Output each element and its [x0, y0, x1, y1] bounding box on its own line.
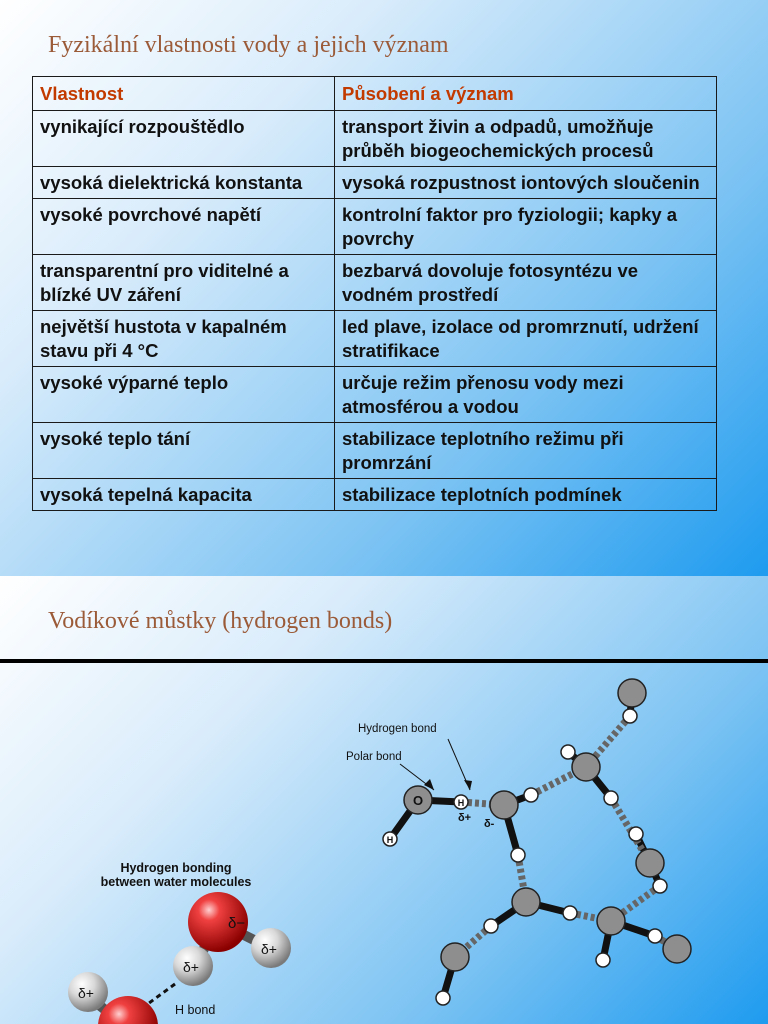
- property-cell: největší hustota v kapalném stavu při 4 °C: [33, 311, 335, 367]
- property-cell: vysoké výparné teplo: [33, 367, 335, 423]
- property-cell: vynikající rozpouštědlo: [33, 111, 335, 167]
- oxygen-atom: [663, 935, 691, 963]
- table-row: [33, 367, 717, 423]
- table-header-row: [33, 77, 717, 111]
- table-row: [33, 255, 717, 311]
- hydrogen-atom: [484, 919, 498, 933]
- delta-plus-label: δ+: [458, 812, 472, 824]
- effect-cell: bezbarvá dovoluje fotosyntézu ve vodném prostředí: [335, 255, 717, 311]
- column-header-effect: Působení a význam: [335, 77, 717, 111]
- hydrogen-bond-label: Hydrogen bond: [358, 723, 437, 735]
- slide-hydrogen-bonds: [0, 576, 768, 1024]
- hydrogen-atom: [436, 991, 450, 1005]
- table-row: [33, 111, 717, 167]
- delta-plus-label: δ+: [183, 959, 199, 975]
- table-row: [33, 167, 717, 199]
- delta-plus-label: δ+: [261, 941, 277, 957]
- effect-cell: stabilizace teplotního režimu při promrzání: [335, 423, 717, 479]
- effect-cell: určuje režim přenosu vody mezi atmosférou a vodou: [335, 367, 717, 423]
- slide-title: Fyzikální vlastnosti vody a jejich význam: [48, 32, 449, 58]
- hydrogen-atom: [511, 848, 525, 862]
- hydrogen-atom: [623, 709, 637, 723]
- hydrogen-atoms: [383, 709, 667, 1005]
- oxygen-atom: [636, 849, 664, 877]
- effect-cell: stabilizace teplotních podmínek: [335, 479, 717, 511]
- oxygen-atom: [572, 753, 600, 781]
- oxygen-atom: [98, 996, 158, 1024]
- effect-cell: transport živin a odpadů, umožňuje průběh biogeochemických procesů: [335, 111, 717, 167]
- arrow-head: [464, 780, 472, 790]
- property-cell: vysoká tepelná kapacita: [33, 479, 335, 511]
- oxygen-atom: [597, 907, 625, 935]
- caption-line-1: Hydrogen bonding: [120, 861, 232, 875]
- hydrogen-atom: [563, 906, 577, 920]
- hydrogen-bond-network-figure: [346, 679, 691, 1005]
- hydrogen-atom: [648, 929, 662, 943]
- hydrogen-letter: H: [386, 835, 394, 845]
- property-cell: transparentní pro viditelné a blízké UV záření: [33, 255, 335, 311]
- caption-line-2: between water molecules: [100, 875, 252, 889]
- table-row: [33, 311, 717, 367]
- oxygen-atoms: [404, 679, 691, 971]
- hydrogen-atom: [596, 953, 610, 967]
- oxygen-atom: [441, 943, 469, 971]
- oxygen-letter: O: [412, 793, 424, 808]
- property-cell: vysoké povrchové napětí: [33, 199, 335, 255]
- delta-minus-label: δ-: [484, 818, 495, 830]
- table-row: [33, 199, 717, 255]
- effect-cell: kontrolní faktor pro fyziologii; kapky a povrchy: [335, 199, 717, 255]
- hydrogen-letter: H: [457, 798, 465, 808]
- h-bond-label: H bond: [175, 1003, 216, 1017]
- polar-bond-label: Polar bond: [346, 751, 402, 763]
- hydrogen-atom: [653, 879, 667, 893]
- hydrogen-atom: [629, 827, 643, 841]
- property-cell: vysoká dielektrická konstanta: [33, 167, 335, 199]
- oxygen-atom: [490, 791, 518, 819]
- hydrogen-atom: [524, 788, 538, 802]
- table-row: [33, 479, 717, 511]
- hydrogen-atom: [604, 791, 618, 805]
- effect-cell: led plave, izolace od promrznutí, udržení stratifikace: [335, 311, 717, 367]
- slide-title: Vodíkové můstky (hydrogen bonds): [48, 608, 393, 634]
- hydrogen-atom: [561, 745, 575, 759]
- h-bond-dash: [145, 984, 175, 1006]
- delta-plus-label: δ+: [78, 985, 94, 1001]
- effect-cell: vysoká rozpustnost iontových sloučenin: [335, 167, 717, 199]
- oxygen-atom: [618, 679, 646, 707]
- hydrogen-bond-figures: [0, 576, 768, 1024]
- table-row: [33, 423, 717, 479]
- column-header-property: Vlastnost: [33, 77, 335, 111]
- properties-table: [32, 76, 717, 511]
- property-cell: vysoké teplo tání: [33, 423, 335, 479]
- oxygen-atom: [512, 888, 540, 916]
- delta-minus-label: δ−: [228, 915, 246, 932]
- covalent-bonds: [390, 693, 660, 998]
- water-molecules-figure: [68, 861, 291, 1024]
